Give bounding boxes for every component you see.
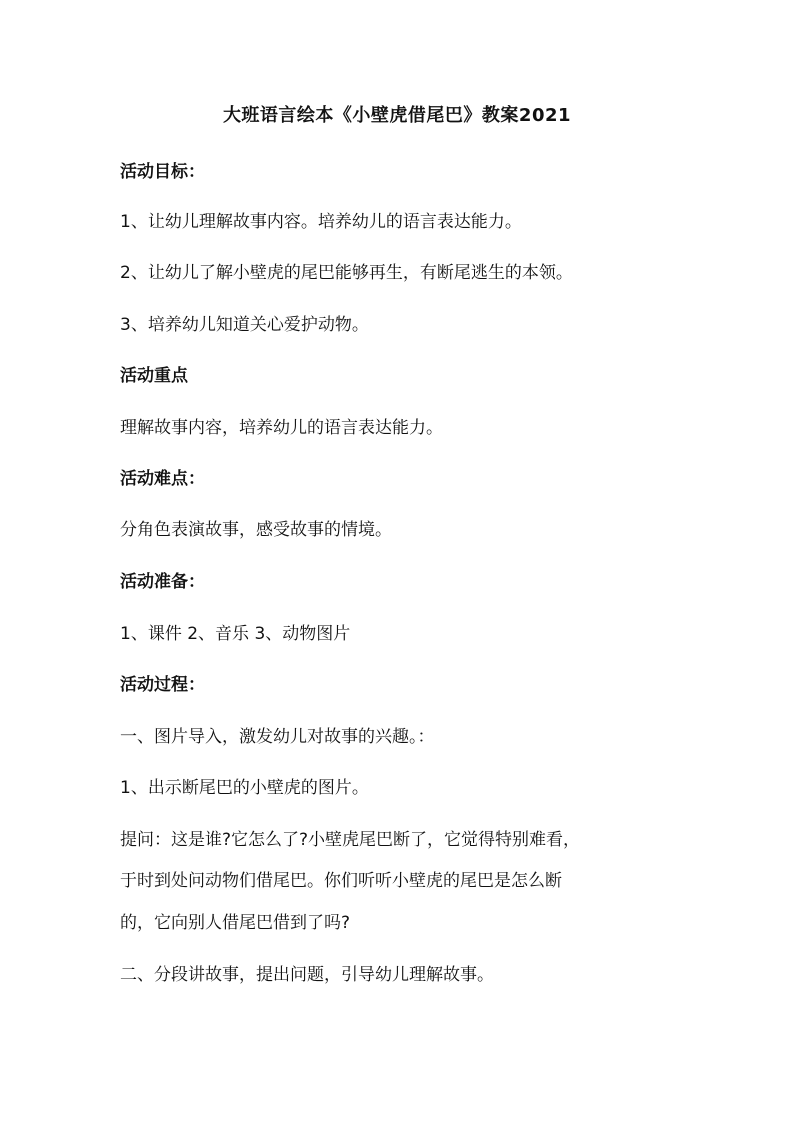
goal-1: 1、让幼儿理解故事内容。培养幼儿的语言表达能力。 [120, 212, 522, 232]
heading-activity-goals: 活动目标： [120, 162, 205, 182]
difficulties-text: 分角色表演故事，感受故事的情境。 [120, 520, 392, 540]
question-line-1: 提问：这是谁?它怎么了?小壁虎尾巴断了，它觉得特别难看， [120, 830, 581, 850]
heading-preparation: 活动准备： [120, 572, 205, 592]
heading-key-points: 活动重点 [120, 366, 188, 386]
process-step-1-1: 1、出示断尾巴的小壁虎的图片。 [120, 778, 369, 798]
process-step-1: 一、图片导入，激发幼儿对故事的兴趣。： [120, 727, 435, 747]
question-line-2: 于时到处问动物们借尾巴。你们听听小壁虎的尾巴是怎么断 [120, 871, 562, 891]
goal-3: 3、培养幼儿知道关心爱护动物。 [120, 315, 369, 335]
goal-2: 2、让幼儿了解小壁虎的尾巴能够再生，有断尾逃生的本领。 [120, 263, 573, 283]
key-points-text: 理解故事内容，培养幼儿的语言表达能力。 [120, 418, 443, 438]
question-line-3: 的，它向别人借尾巴借到了吗? [120, 913, 351, 933]
process-step-2: 二、分段讲故事，提出问题，引导幼儿理解故事。 [120, 965, 494, 985]
heading-process: 活动过程： [120, 675, 205, 695]
heading-difficulties: 活动难点： [120, 469, 205, 489]
document-title: 大班语言绘本《小壁虎借尾巴》教案2021 [222, 105, 572, 126]
preparation-text: 1、课件 2、音乐 3、动物图片 [120, 624, 351, 644]
